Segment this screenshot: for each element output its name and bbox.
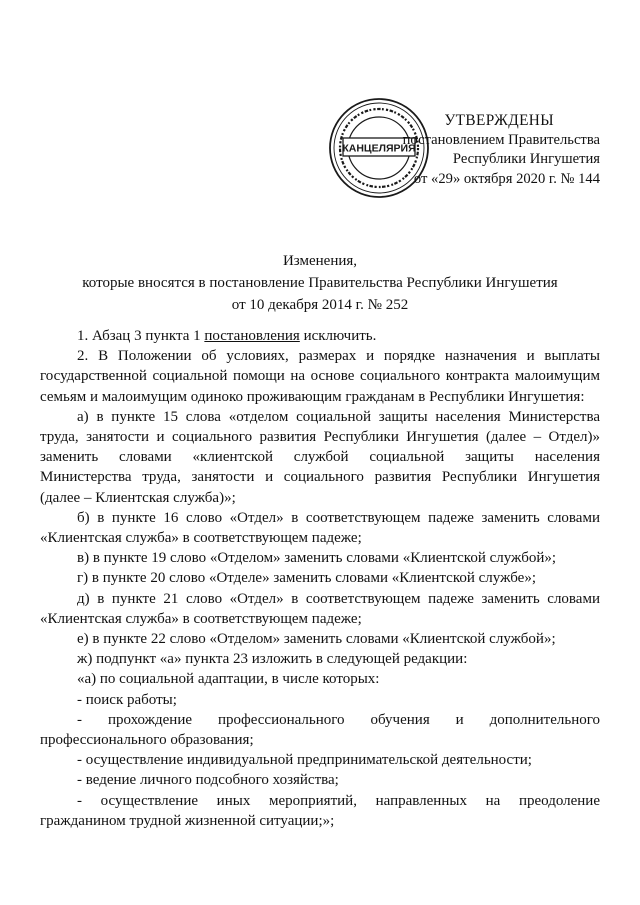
- item-1-prefix: 1. Абзац 3 пункта 1: [77, 328, 205, 344]
- subitem-v: в) в пункте 19 слово «Отделом» заменить словами «Клиентской службой»;: [77, 550, 557, 567]
- heading-line-1: Изменения,: [282, 253, 358, 269]
- quoted-bullet-5-line-2: гражданином трудной жизненной ситуации;»;: [40, 812, 335, 829]
- subitem-a-line-5: (далее – Клиентская служба)»;: [40, 489, 236, 506]
- quoted-bullet-2-line-2: профессионального образования;: [40, 732, 254, 749]
- quoted-bullet-3: - осуществление индивидуальной предпринимательской деятельности;: [77, 752, 532, 769]
- approval-block: [352, 111, 600, 189]
- subitem-a-line-4: Министерства труда, занятости и социального развития Республики Ингушетия: [40, 469, 600, 486]
- item-1-suffix: исключить.: [299, 328, 377, 344]
- approval-title: УТВЕРЖДЕНЫ: [444, 112, 554, 129]
- quoted-a: «а) по социальной адаптации, в числе которых:: [77, 671, 380, 688]
- stamp-center-text: КАНЦЕЛЯРИЯ: [342, 142, 416, 155]
- subitem-a-line-3: заменить словами «клиентской службой социальной защиты населения: [40, 449, 600, 466]
- item-2-line-1: 2. В Положении об условиях, размерах и порядке назначения и выплаты: [77, 348, 600, 365]
- subitem-e: е) в пункте 22 слово «Отделом» заменить словами «Клиентской службой»;: [77, 631, 556, 648]
- subitem-d-line-2: «Клиентская служба» в соответствующем падеже;: [40, 610, 362, 627]
- subitem-a-line-1: а) в пункте 15 слова «отделом социальной защиты населения Министерства: [77, 408, 600, 425]
- heading-line-2: которые вносятся в постановление Правительства Республики Ингушетия: [82, 275, 558, 291]
- quoted-bullet-1: - поиск работы;: [77, 691, 177, 708]
- approval-line-3: от «29» октября 2020 г. № 144: [413, 170, 600, 187]
- approval-line-2: Республики Ингушетия: [452, 151, 600, 167]
- quoted-bullet-4: - ведение личного подсобного хозяйства;: [77, 772, 339, 789]
- quoted-bullet-5-line-1: - осуществление иных мероприятий, направленных на преодоление: [77, 792, 600, 809]
- paragraph-item-1: [40, 326, 600, 346]
- subitem-b-line-1: б) в пункте 16 слово «Отдел» в соответствующем падеже заменить словами: [77, 509, 600, 526]
- heading-line-3: от 10 декабря 2014 г. № 252: [231, 297, 409, 313]
- document-heading: [40, 250, 600, 316]
- item-2-line-2: государственной социальной помощи на основе социального контракта малоимущим: [40, 368, 600, 385]
- subitem-b-line-2: «Клиентская служба» в соответствующем падеже;: [40, 530, 362, 547]
- subitem-zh: ж) подпункт «а» пункта 23 изложить в следующей редакции:: [77, 651, 468, 668]
- subitem-d-line-1: д) в пункте 21 слово «Отдел» в соответствующем падеже заменить словами: [77, 590, 600, 607]
- decree-link[interactable]: постановления: [204, 328, 300, 344]
- approval-line-1: постановлением Правительства: [402, 131, 600, 148]
- item-2-line-3: семьям и малоимущим одиноко проживающим гражданам в Республики Ингушетия:: [40, 388, 585, 405]
- document-body: [40, 326, 600, 831]
- quoted-bullet-2-line-1: - прохождение профессионального обучения и дополнительного: [77, 711, 600, 728]
- subitem-a-line-2: труда, занятости и социального развития Республики Ингушетия (далее – Отдел)»: [40, 429, 600, 446]
- subitem-g: г) в пункте 20 слово «Отделе» заменить словами «Клиентской службе»;: [77, 570, 536, 587]
